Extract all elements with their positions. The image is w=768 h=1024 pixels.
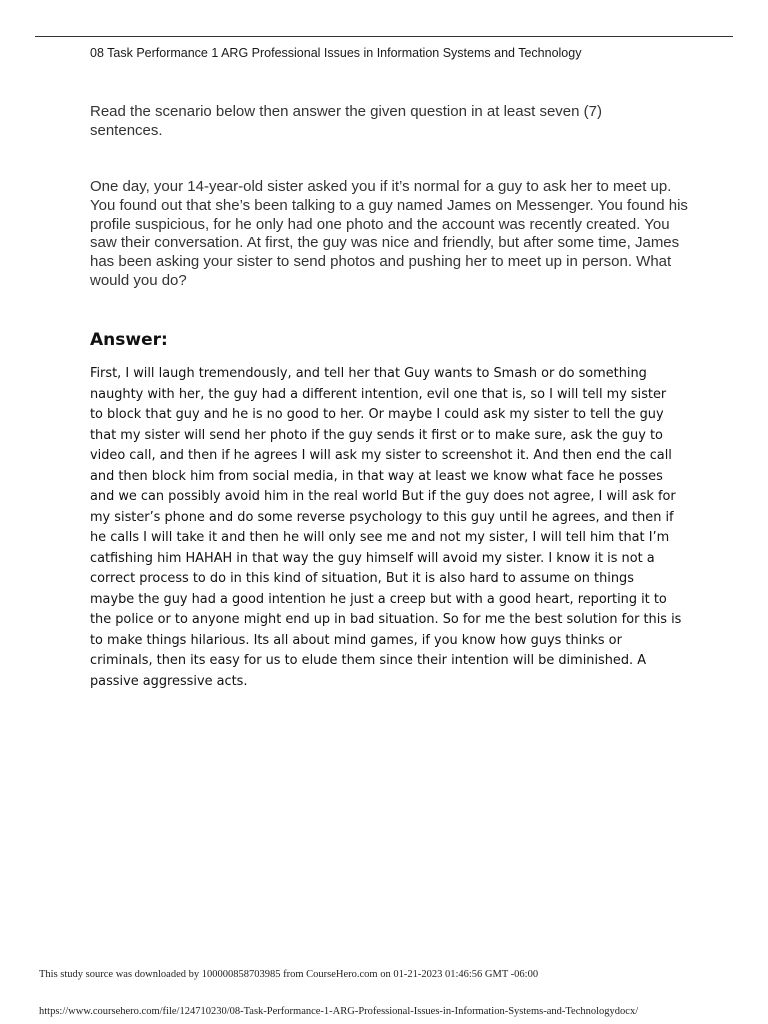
answer-heading: Answer: (90, 330, 168, 350)
footer-url: https://www.coursehero.com/file/124710230/08-Task-Performance-1-ARG-Professional-Issues-in-Information-Systems-and-Technologydocx/ (39, 1006, 639, 1017)
answer-body: First, I will laugh tremendously, and tell her that Guy wants to Smash or do something naughty with her, the guy had a different intention, evil one that is, so I will tell my sister to block that guy and he is no good to her. Or maybe I could ask my sister to tell the guy that my sister will send her photo if the guy sends it first or to make sure, ask the guy to video call, and then if he agrees I will ask my sister to screenshot it. And then end the call and then block him from social media, in that way at least we know what face he posses and we can possibly avoid him in the real world But if the guy does not agree, I will ask for my sister’s phone and do some reverse psychology to this guy until he agrees, and then if he calls I will take it and then he will only see me and not my sister, I will tell him that I’m catfishing him HAHAH in that way the guy himself will avoid my sister. I know it is not a correct process to do in this kind of situation, But it is also hard to assume on things maybe the guy had a good intention he just a creep but with a good heart, reporting it to the police or to anyone might end up in bad situation. So for me the best solution for this is to make things hilarious. Its all about mind games, if you know how guys thinks or criminals, then its easy for us to elude them since their intention will be diminished. A passive aggressive acts. (90, 366, 682, 689)
instruction-text: Read the scenario below then answer the given question in at least seven (7) sentences. (90, 103, 602, 139)
footer-source-note: This study source was downloaded by 100000858703985 from CourseHero.com on 01-21-2023 01:46:56 GMT -06:00 (39, 969, 539, 980)
document-header: 08 Task Performance 1 ARG Professional Issues in Information Systems and Technology (90, 46, 582, 60)
header-rule (35, 36, 733, 37)
scenario-text: One day, your 14-year-old sister asked you if it’s normal for a guy to ask her to meet up. You found out that she’s been talking to a guy named James on Messenger. You found his profile suspicious, for he only had one photo and the account was recently created. You saw their conversation. At first, the guy was nice and friendly, but after some time, James has been asking your sister to send photos and pushing her to meet up in person. What would you do? (90, 178, 688, 289)
